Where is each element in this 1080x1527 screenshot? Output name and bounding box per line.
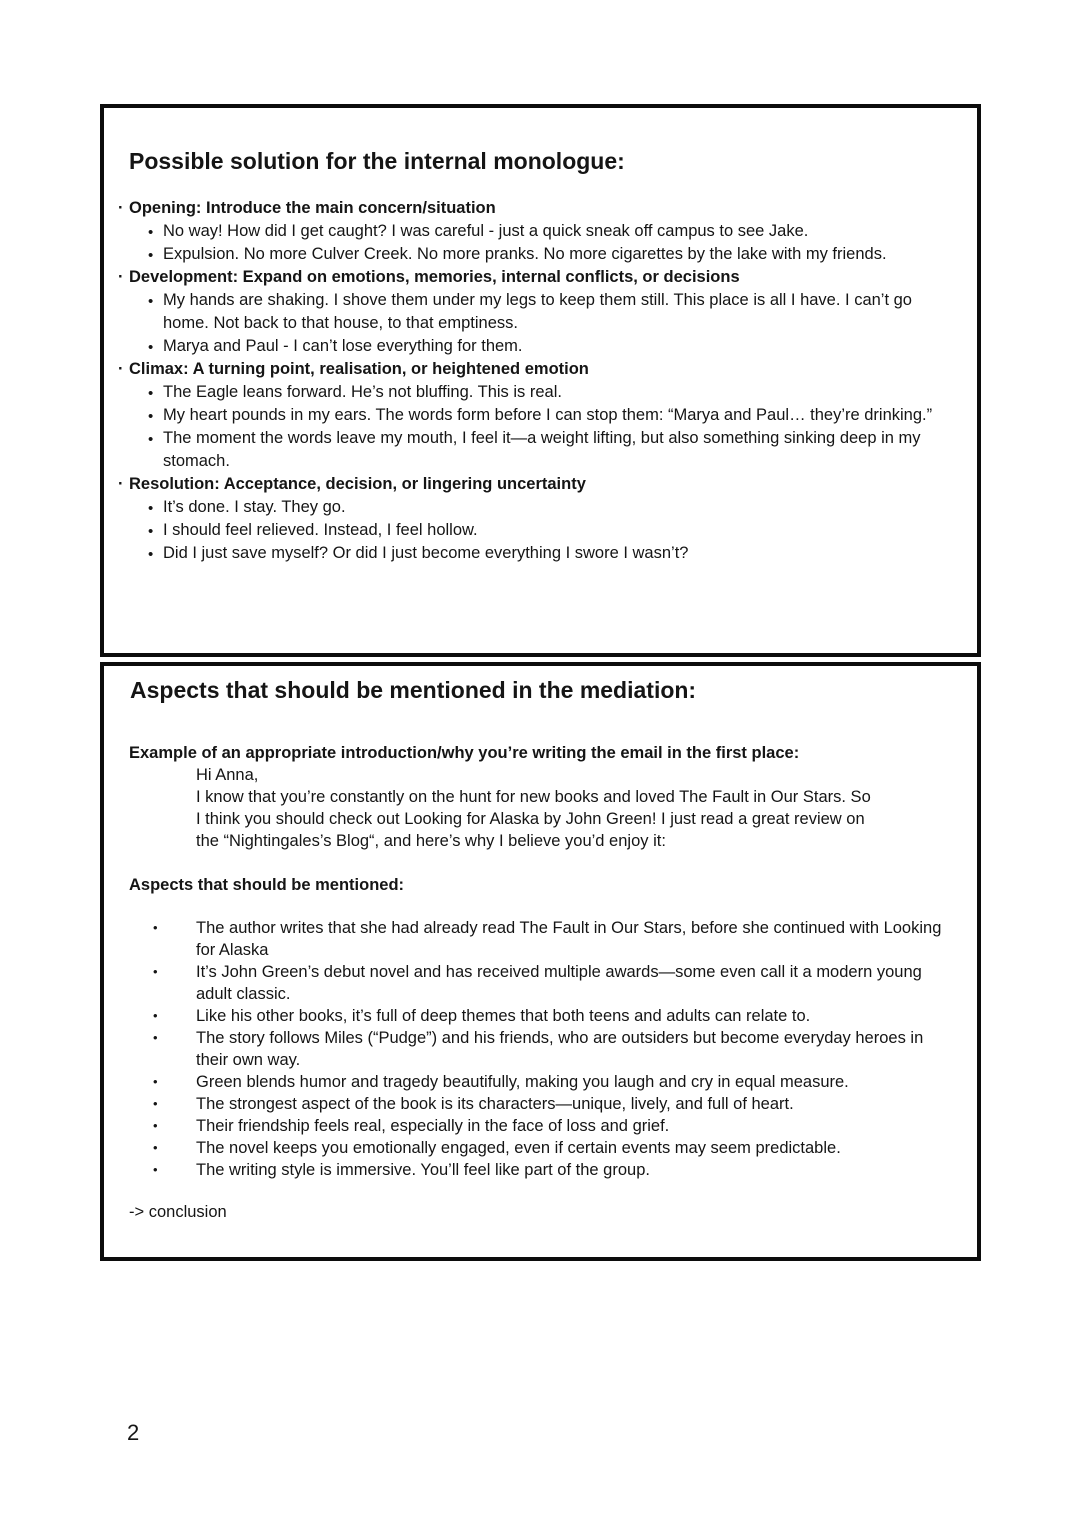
section-heading-label: Climax: A turning point, realisation, or heightened emotion: [129, 360, 589, 378]
list-item-text: The novel keeps you emotionally engaged, even if certain events may seem predictable.: [196, 1139, 841, 1157]
list-item-text: Expulsion. No more Culver Creek. No more pranks. No more cigarettes by the lake with my friends.: [163, 245, 887, 263]
list-item: [117, 243, 941, 266]
list-item-text: It’s done. I stay. They go.: [163, 498, 346, 516]
list-item: [117, 542, 941, 565]
list-item: [129, 1005, 951, 1027]
bullet-icon: [148, 497, 153, 520]
list-item-text: I should feel relieved. Instead, I feel hollow.: [163, 521, 478, 539]
bullet-icon: [148, 428, 153, 451]
dot-bullet-icon: [118, 197, 124, 220]
list-item-text: The Eagle leans forward. He’s not bluffing. This is real.: [163, 383, 562, 401]
bullet-icon: [148, 336, 153, 359]
bullet-icon: [153, 1115, 158, 1137]
bullet-icon: [153, 1159, 158, 1181]
list-item: [117, 381, 941, 404]
list-item: [117, 335, 941, 358]
intro-example-label: Example of an appropriate introduction/why you’re writing the email in the first place:: [129, 744, 800, 762]
dot-bullet-icon: [118, 266, 124, 289]
bullet-icon: [148, 244, 153, 267]
mediation-aspects-box: [100, 662, 981, 1261]
aspects-label: Aspects that should be mentioned:: [129, 876, 405, 894]
list-item: [129, 1071, 951, 1093]
bullet-icon: [153, 917, 158, 939]
list-item: [117, 289, 941, 335]
list-item: [129, 1137, 951, 1159]
monologue-outline: [117, 197, 941, 565]
section-heading-label: Resolution: Acceptance, decision, or lingering uncertainty: [129, 475, 586, 493]
list-item-text: It’s John Green’s debut novel and has received multiple awards—some even call it a modern young adult classic.: [196, 963, 922, 1003]
email-example-line: I know that you’re constantly on the hunt for new books and loved The Fault in Our Stars. So: [196, 788, 871, 806]
bullet-icon: [153, 1027, 158, 1049]
section-heading-resolution: [117, 473, 941, 496]
list-item: [129, 917, 951, 961]
bullet-icon: [148, 290, 153, 313]
list-item: [129, 1027, 951, 1071]
section-heading-label: Opening: Introduce the main concern/situation: [129, 199, 496, 217]
list-item-text: The strongest aspect of the book is its characters—unique, lively, and full of heart.: [196, 1095, 794, 1113]
list-item: [117, 496, 941, 519]
list-item-text: No way! How did I get caught? I was careful - just a quick sneak off campus to see Jake.: [163, 222, 809, 240]
dot-bullet-icon: [118, 473, 124, 496]
list-item: [129, 1093, 951, 1115]
box2-title: Aspects that should be mentioned in the mediation:: [130, 677, 697, 703]
list-item: [117, 404, 941, 427]
list-item-text: The author writes that she had already read The Fault in Our Stars, before she continued with Looking for Alaska: [196, 919, 942, 959]
list-item-text: Like his other books, it’s full of deep themes that both teens and adults can relate to.: [196, 1007, 811, 1025]
list-item-text: The moment the words leave my mouth, I feel it—a weight lifting, but also something sinking deep in my stomach.: [163, 429, 921, 470]
dot-bullet-icon: [118, 358, 124, 381]
bullet-icon: [148, 520, 153, 543]
bullet-icon: [153, 1093, 158, 1115]
list-item: [129, 961, 951, 1005]
section-heading-opening: [117, 197, 941, 220]
email-example-line: the “Nightingales’s Blog“, and here’s why I believe you’d enjoy it:: [196, 832, 666, 850]
bullet-icon: [148, 543, 153, 566]
email-example-line: I think you should check out Looking for Alaska by John Green! I just read a great review on: [196, 810, 865, 828]
conclusion-note: -> conclusion: [129, 1203, 227, 1221]
section-heading-climax: [117, 358, 941, 381]
list-item-text: Green blends humor and tragedy beautifully, making you laugh and cry in equal measure.: [196, 1073, 849, 1091]
list-item-text: Their friendship feels real, especially in the face of loss and grief.: [196, 1117, 670, 1135]
list-item-text: My heart pounds in my ears. The words form before I can stop them: “Marya and Paul… they’re drinking.”: [163, 406, 933, 424]
list-item-text: My hands are shaking. I shove them under my legs to keep them still. This place is all I have. I can’t go home. Not back to that house, to that emptiness.: [163, 291, 912, 332]
list-item-text: Marya and Paul - I can’t lose everything for them.: [163, 337, 523, 355]
aspects-list: [129, 917, 951, 1181]
bullet-icon: [153, 1137, 158, 1159]
bullet-icon: [148, 382, 153, 405]
internal-monologue-box: [100, 104, 981, 657]
list-item-text: The story follows Miles (“Pudge”) and his friends, who are outsiders but become everyday heroes in their own way.: [196, 1029, 924, 1069]
bullet-icon: [153, 1005, 158, 1027]
list-item: [117, 427, 941, 473]
bullet-icon: [148, 221, 153, 244]
page-number: 2: [127, 1420, 140, 1445]
bullet-icon: [148, 405, 153, 428]
section-heading-development: [117, 266, 941, 289]
list-item-text: The writing style is immersive. You’ll feel like part of the group.: [196, 1161, 650, 1179]
box1-title: Possible solution for the internal monologue:: [129, 148, 625, 174]
bullet-icon: [153, 1071, 158, 1093]
bullet-icon: [153, 961, 158, 983]
list-item: [129, 1159, 951, 1181]
list-item: [117, 519, 941, 542]
list-item-text: Did I just save myself? Or did I just become everything I swore I wasn’t?: [163, 544, 689, 562]
list-item: [129, 1115, 951, 1137]
list-item: [117, 220, 941, 243]
email-example-line: Hi Anna,: [196, 766, 259, 784]
section-heading-label: Development: Expand on emotions, memories, internal conflicts, or decisions: [129, 268, 740, 286]
